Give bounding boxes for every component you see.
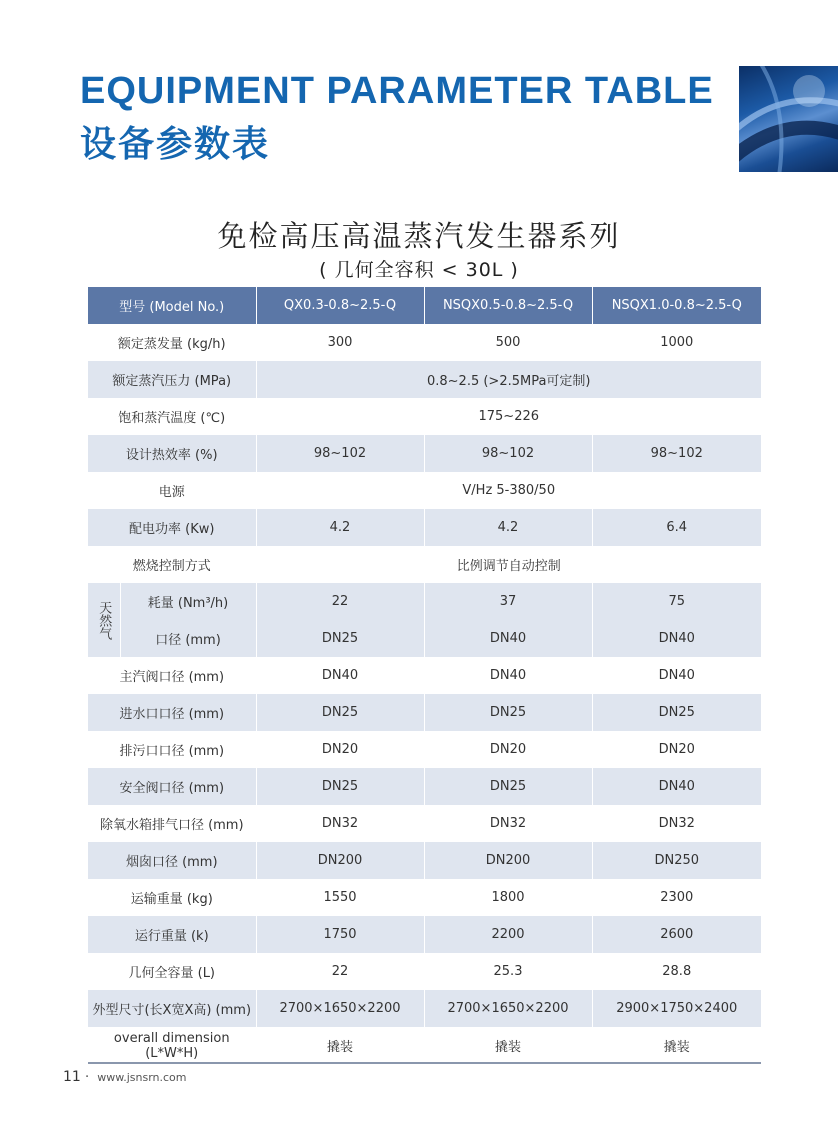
table-cell: 37 — [424, 583, 592, 620]
table-row — [88, 620, 761, 657]
table-row — [88, 509, 761, 546]
table-cell: 28.8 — [662, 964, 692, 979]
table-cell: DN32 — [424, 805, 592, 842]
table-cell: DN40 — [592, 768, 761, 805]
table-cell: 25.3 — [424, 953, 592, 990]
header-cell: QX0.3-0.8~2.5-Q — [256, 287, 424, 324]
footer-separator: · — [84, 1070, 90, 1085]
table-cell: 300 — [256, 324, 424, 361]
table-cell: DN20 — [256, 731, 424, 768]
table-header-row — [88, 287, 761, 324]
gas-group-label: 天然气 — [88, 583, 120, 657]
row-label: 运输重量 (kg) — [88, 879, 256, 916]
table-cell: DN40 — [658, 668, 695, 683]
row-label: 除氧水箱排气口径 (mm) — [88, 805, 256, 842]
table-row — [88, 546, 761, 583]
table-row — [88, 435, 761, 472]
parameter-table — [88, 287, 761, 1064]
table-cell: DN40 — [424, 620, 592, 657]
website-url: www.jsnsrn.com — [97, 1071, 187, 1084]
table-cell: 98~102 — [592, 435, 761, 472]
table-row — [88, 990, 761, 1027]
table-cell: 75 — [592, 583, 761, 620]
table-cell: 22 — [256, 583, 424, 620]
table-cell: 4.2 — [256, 509, 424, 546]
table-bottom-rule — [88, 1062, 761, 1064]
row-label: 排污口口径 (mm) — [88, 731, 256, 768]
table-cell: DN40 — [592, 620, 761, 657]
table-cell: 2900×1750×2400 — [592, 990, 761, 1027]
table-cell: 撬装 — [424, 1027, 592, 1064]
table-cell: DN250 — [592, 842, 761, 879]
row-label: 口径 (mm) — [120, 620, 256, 657]
row-label: 饱和蒸汽温度 (℃) — [88, 398, 256, 435]
table-row — [88, 1027, 761, 1064]
table-cell-merged: 比例调节自动控制 — [456, 559, 561, 574]
table-row — [88, 657, 761, 694]
row-label: overall dimension (L*W*H) — [88, 1027, 256, 1064]
table-cell: 撬装 — [663, 1040, 690, 1055]
table-cell: 98~102 — [256, 435, 424, 472]
table-cell: 98~102 — [424, 435, 592, 472]
section-subtitle: ( 几何全容积 < 30L ) — [319, 259, 519, 281]
page-title-en: EQUIPMENT PARAMETER TABLE — [80, 70, 714, 112]
row-label: 设计热效率 (%) — [88, 435, 256, 472]
table-cell: DN40 — [256, 657, 424, 694]
page-number: 11 — [63, 1069, 81, 1085]
table-cell: 4.2 — [424, 509, 592, 546]
table-cell: DN20 — [658, 742, 695, 757]
header-cell: NSQX0.5-0.8~2.5-Q — [424, 287, 592, 324]
table-cell: 2600 — [592, 916, 761, 953]
table-cell: 22 — [256, 953, 424, 990]
table-row — [88, 731, 761, 768]
table-cell: 1750 — [256, 916, 424, 953]
table-cell-merged: 175~226 — [478, 409, 540, 424]
table-cell: DN25 — [424, 768, 592, 805]
table-cell: DN32 — [256, 805, 424, 842]
table-row — [88, 472, 761, 509]
table-cell: DN20 — [424, 731, 592, 768]
table-cell: DN40 — [424, 657, 592, 694]
table-cell: 1800 — [424, 879, 592, 916]
table-cell: 撬装 — [256, 1027, 424, 1064]
table-cell: 2300 — [660, 890, 694, 905]
table-row — [88, 398, 761, 435]
table-row — [88, 361, 761, 398]
table-cell: DN25 — [256, 694, 424, 731]
page-footer — [63, 1069, 187, 1085]
table-cell: 1000 — [660, 335, 694, 350]
table-cell: 1550 — [256, 879, 424, 916]
table-cell: 6.4 — [592, 509, 761, 546]
table-cell: DN32 — [658, 816, 695, 831]
table-row — [88, 805, 761, 842]
table-cell: DN25 — [256, 768, 424, 805]
header-cell: NSQX1.0-0.8~2.5-Q — [592, 287, 761, 324]
table-row — [88, 324, 761, 361]
table-cell: DN200 — [424, 842, 592, 879]
header-cell: 型号 (Model No.) — [88, 287, 256, 324]
row-label: 燃烧控制方式 — [88, 546, 256, 583]
table-row — [88, 953, 761, 990]
row-label: 运行重量 (k) — [88, 916, 256, 953]
table-row — [88, 916, 761, 953]
row-label: 额定蒸发量 (kg/h) — [88, 324, 256, 361]
table-row — [88, 842, 761, 879]
row-label: 额定蒸汽压力 (MPa) — [88, 361, 256, 398]
row-label: 几何全容量 (L) — [88, 953, 256, 990]
table-cell: DN25 — [424, 694, 592, 731]
table-cell: 2700×1650×2200 — [256, 990, 424, 1027]
row-label: 进水口口径 (mm) — [88, 694, 256, 731]
row-label: 配电功率 (Kw) — [88, 509, 256, 546]
row-label: 主汽阀口径 (mm) — [88, 657, 256, 694]
table-row — [88, 583, 761, 620]
table-cell-merged: 0.8~2.5 (>2.5MPa可定制) — [256, 361, 761, 398]
table-cell: 2700×1650×2200 — [424, 990, 592, 1027]
row-label: 耗量 (Nm³/h) — [120, 583, 256, 620]
table-cell: 2200 — [424, 916, 592, 953]
table-cell: DN200 — [256, 842, 424, 879]
section-title: 免检高压高温蒸汽发生器系列 — [217, 219, 621, 253]
table-cell: 500 — [424, 324, 592, 361]
row-label: 电源 — [88, 472, 256, 509]
table-cell-merged: V/Hz 5-380/50 — [462, 483, 556, 498]
page-title-cn: 设备参数表 — [80, 124, 271, 165]
table-cell: DN25 — [256, 620, 424, 657]
row-label: 安全阀口径 (mm) — [88, 768, 256, 805]
table-row — [88, 768, 761, 805]
row-label: 外型尺寸(长X宽X高) (mm) — [88, 990, 256, 1027]
table-cell: DN25 — [592, 694, 761, 731]
table-row — [88, 694, 761, 731]
row-label: 烟囱口径 (mm) — [88, 842, 256, 879]
decorative-photo — [739, 66, 838, 172]
table-row — [88, 879, 761, 916]
